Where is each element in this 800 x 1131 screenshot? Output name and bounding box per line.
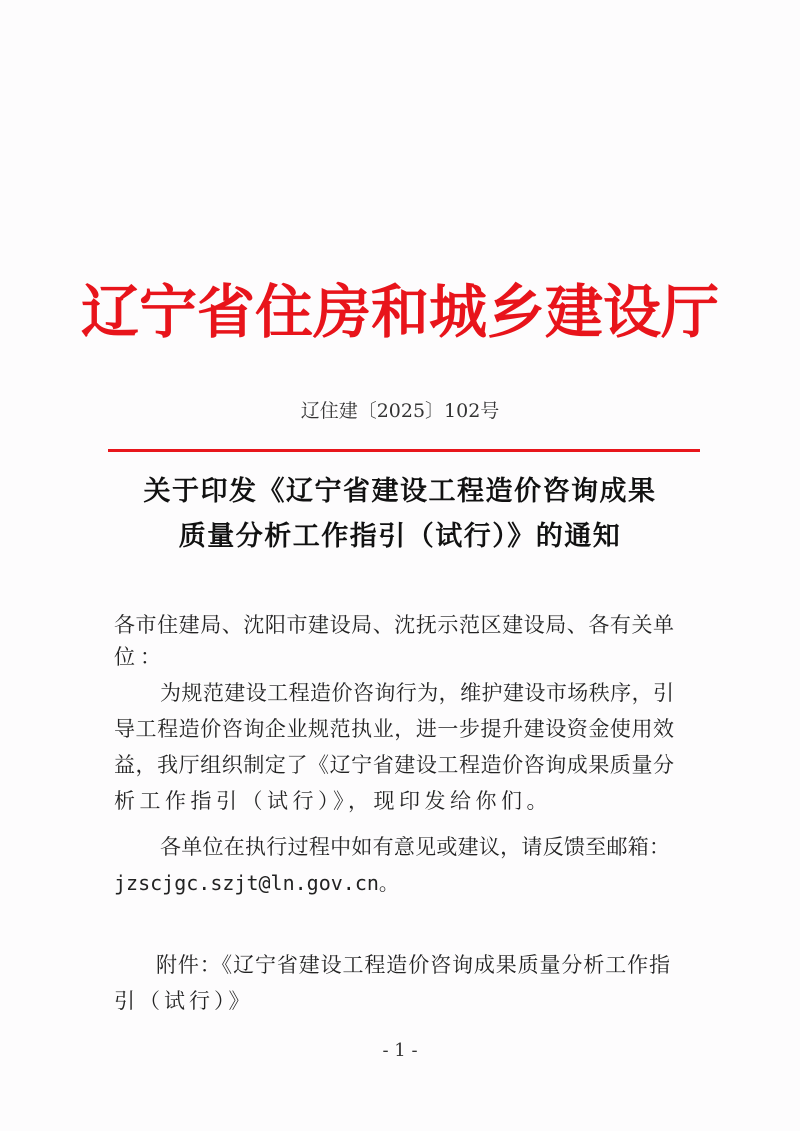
red-divider-line — [108, 449, 700, 452]
addressee-line-1: 各市住建局、沈阳市建设局、沈抚示范区建设局、各有关单 — [114, 613, 674, 637]
paragraph-1-line-4: 析工作指引（试行）》，现印发给你们。 — [114, 789, 552, 813]
issuing-organization-header: 辽宁省住房和城乡建设厅 — [80, 278, 719, 346]
document-number: 辽住建〔2025〕102号 — [300, 400, 500, 422]
paragraph-1-line-1: 为规范建设工程造价咨询行为，维护建设市场秩序，引 — [160, 681, 674, 705]
notice-title-line-2: 质量分析工作指引（试行）》的通知 — [178, 521, 622, 552]
paragraph-2-line-1: 各单位在执行过程中如有意见或建议，请反馈至邮箱： — [160, 835, 670, 859]
attachment-line-1: 附件：《辽宁省建设工程造价咨询成果质量分析工作指 — [156, 953, 670, 977]
page-number: - 1 - — [382, 1040, 418, 1061]
contact-email: jzscjgc.szjt@ln.gov.cn。 — [114, 871, 399, 895]
addressee-line-2: 位： — [114, 645, 166, 669]
notice-title-line-1: 关于印发《辽宁省建设工程造价咨询成果 — [143, 476, 657, 507]
paragraph-1-line-2: 导工程造价咨询企业规范执业，进一步提升建设资金使用效 — [114, 717, 674, 741]
attachment-line-2: 引（试行）》 — [114, 989, 254, 1013]
paragraph-1-line-3: 益，我厅组织制定了《辽宁省建设工程造价咨询成果质量分 — [114, 753, 674, 777]
